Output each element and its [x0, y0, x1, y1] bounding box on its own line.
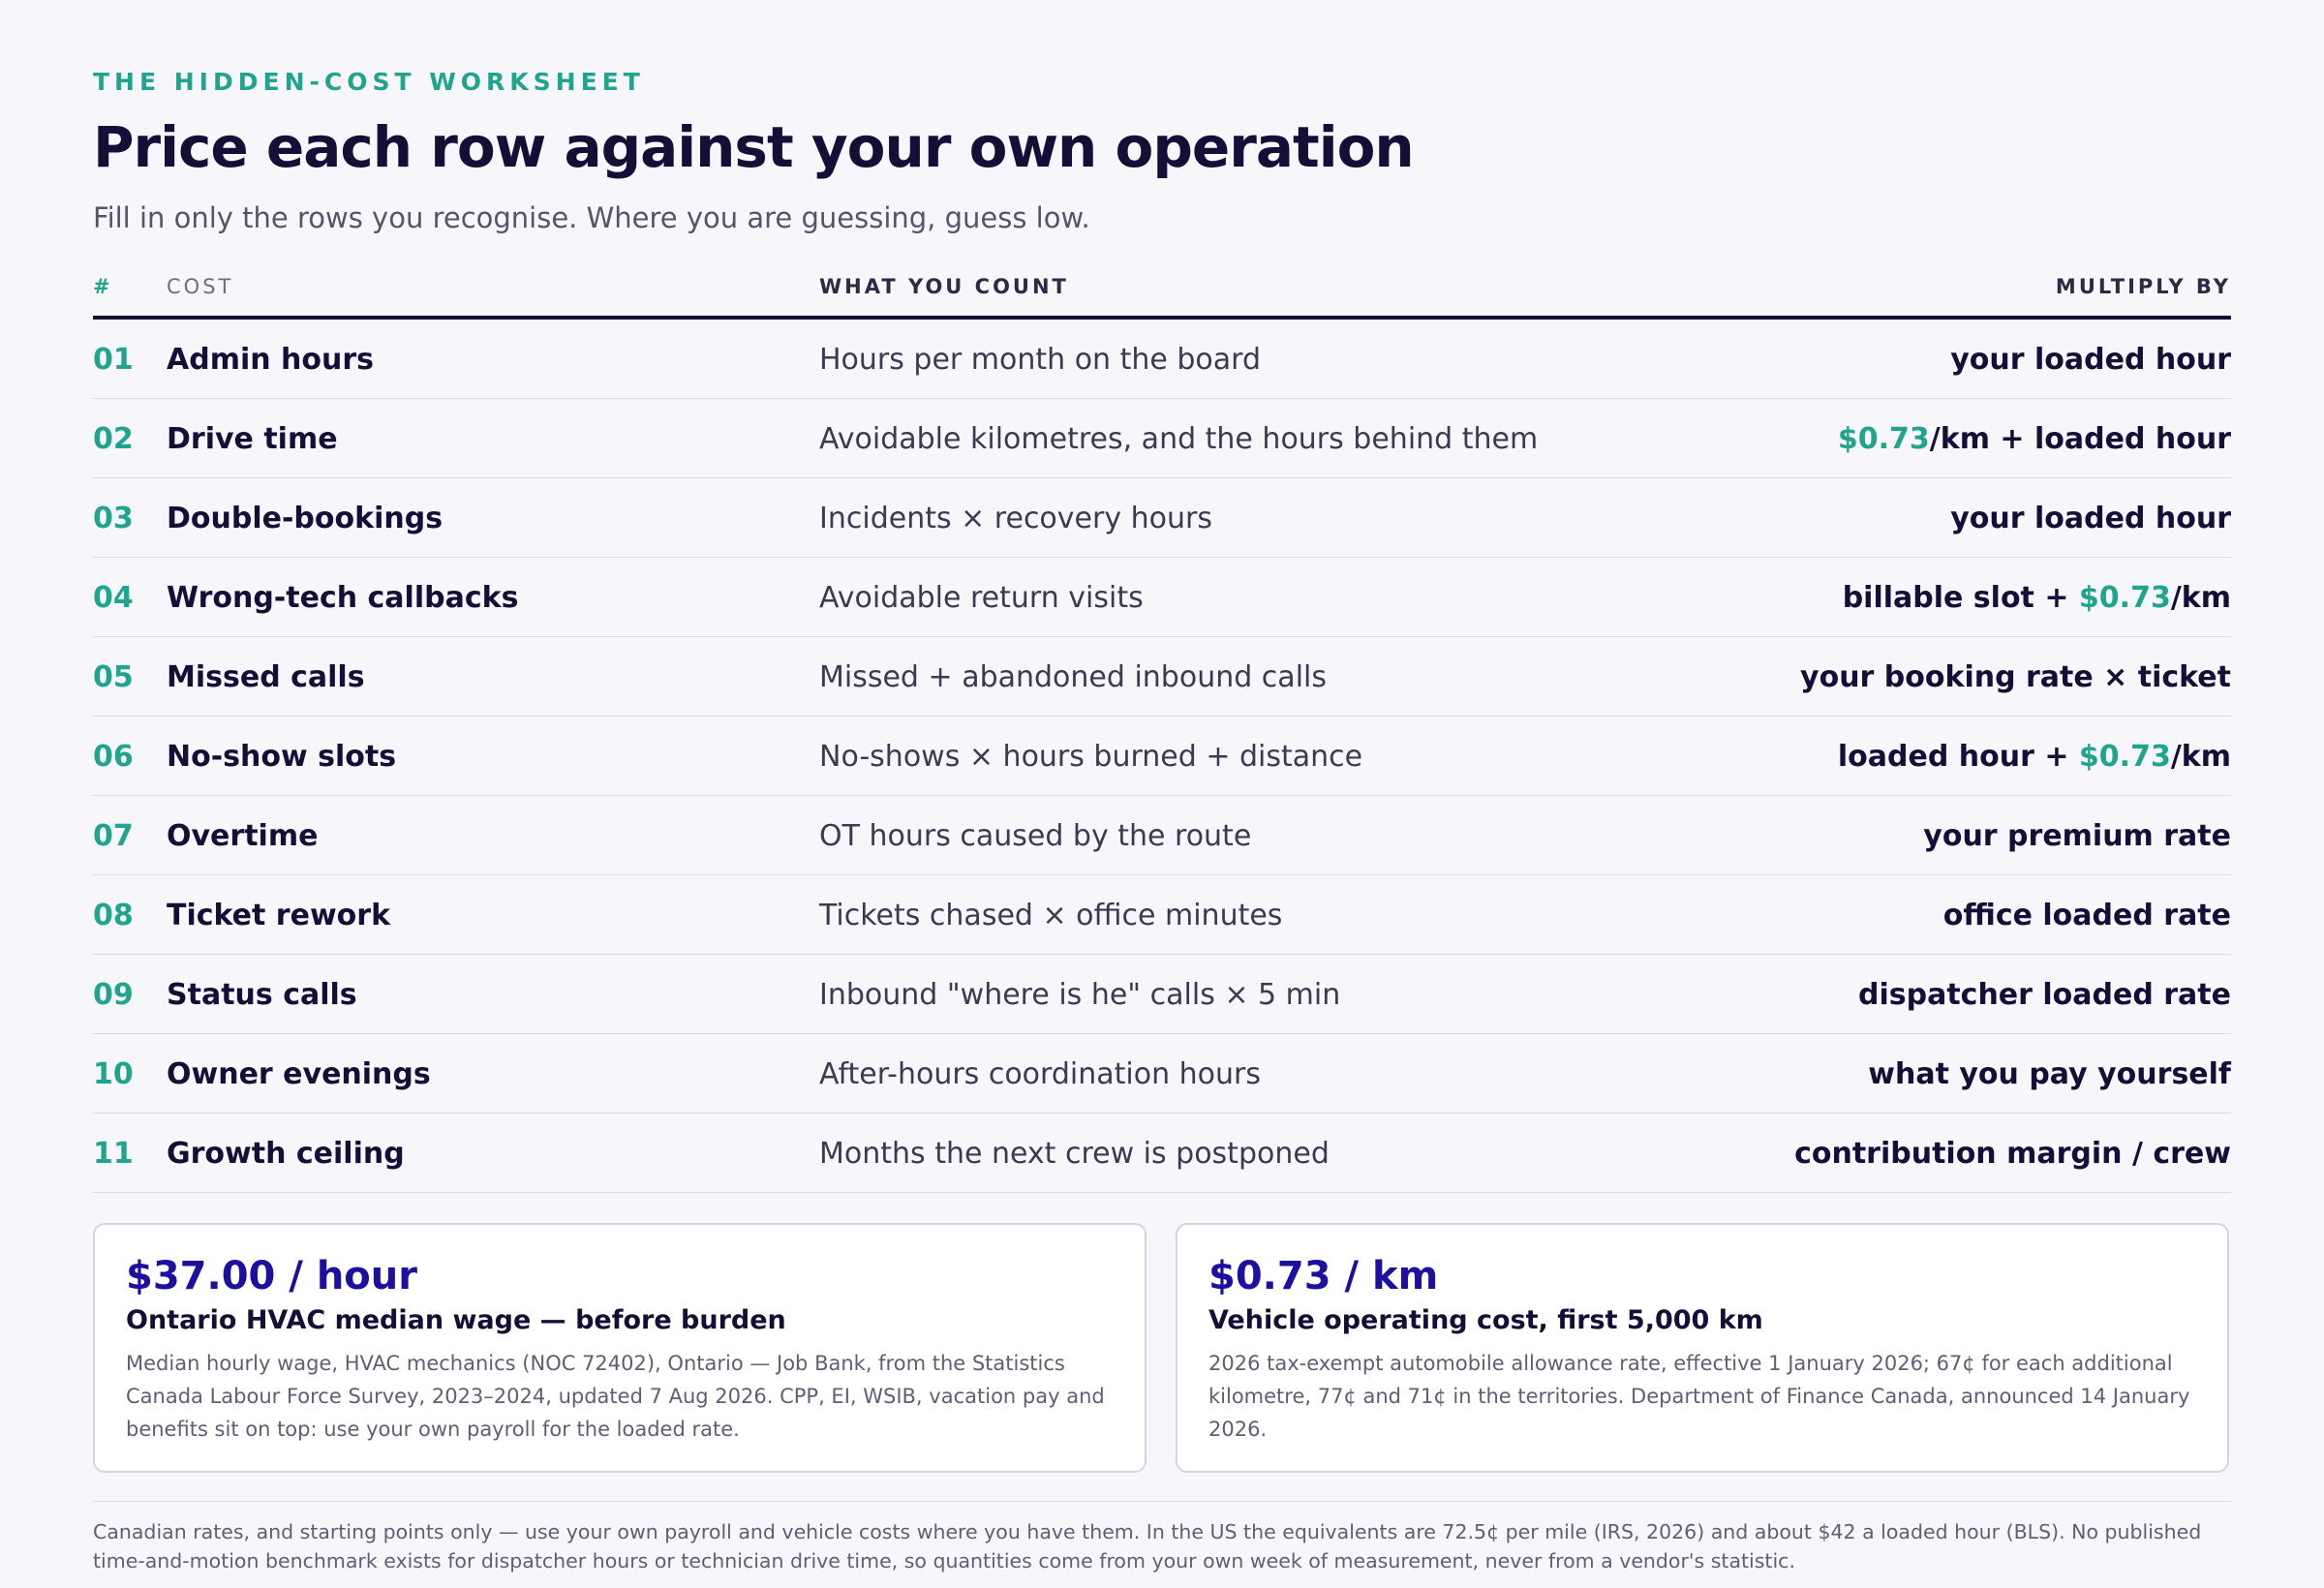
row-multiply-by	[1923, 819, 2231, 853]
multiply-text: office loaded rate	[1942, 899, 2231, 932]
multiply-rate-highlight: $0.73	[2078, 581, 2171, 615]
row-what-you-count: OT hours caused by the route	[819, 819, 1252, 853]
row-what-you-count: Hours per month on the board	[819, 343, 1262, 377]
multiply-text: your loaded hour	[1950, 343, 2231, 377]
row-number: 04	[93, 581, 134, 615]
row-number: 07	[93, 819, 134, 853]
row-number: 10	[93, 1057, 134, 1091]
row-number: 09	[93, 978, 134, 1012]
column-header-what-you-count: WHAT YOU COUNT	[819, 275, 1069, 298]
row-multiply-by	[1838, 740, 2231, 774]
row-what-you-count: No-shows × hours burned + distance	[819, 740, 1363, 774]
row-multiply-by	[1800, 660, 2231, 694]
multiply-text: your booking rate × ticket	[1800, 660, 2231, 694]
row-multiply-by	[1950, 502, 2231, 535]
row-cost-name: Admin hours	[167, 343, 375, 377]
table-row	[93, 399, 2231, 478]
row-number: 03	[93, 502, 134, 535]
column-header-cost: COST	[167, 275, 234, 298]
row-what-you-count: Months the next crew is postponed	[819, 1137, 1330, 1171]
page-subtitle: Fill in only the rows you recognise. Where you are guessing, guess low.	[93, 201, 1090, 234]
row-cost-name: No-show slots	[167, 740, 397, 774]
row-cost-name: Wrong-tech callbacks	[167, 581, 519, 615]
table-body	[93, 320, 2231, 1193]
multiply-rate-highlight: $0.73	[2078, 740, 2171, 774]
multiply-text: loaded hour +	[1837, 740, 2079, 774]
column-header-number: #	[93, 275, 113, 298]
vehicle-card-value: $0.73 / km	[1208, 1254, 1439, 1298]
table-row	[93, 1034, 2231, 1114]
multiply-text: billable slot +	[1842, 581, 2079, 615]
column-header-multiply-by: MULTIPLY BY	[2055, 275, 2231, 298]
table-row	[93, 875, 2231, 955]
multiply-text: dispatcher loaded rate	[1857, 978, 2231, 1012]
multiply-text: your premium rate	[1923, 819, 2231, 853]
wage-card-description: Median hourly wage, HVAC mechanics (NOC 72402), Ontario — Job Bank, from the Statistics Canada Labour Force Survey, 2023–2024, updated 7 Aug 2026. CPP, EI, WSIB, vacation pay and benefits sit on top: use your own payroll for the loaded rate.	[126, 1352, 1105, 1441]
row-number: 05	[93, 660, 134, 694]
footer-note: Canadian rates, and starting points only — use your own payroll and vehicle costs where you have them. In the US the equivalents are 72.5¢ per mile (IRS, 2026) and about $42 a loaded hour (BLS). No published time-and-motion benchmark exists for dispatcher hours or technician drive time, so quantities come from your own week of measurement, never from a vendor's statistic.	[93, 1501, 2231, 1575]
cost-table	[93, 263, 2231, 1193]
row-multiply-by	[1838, 422, 2231, 456]
table-row	[93, 478, 2231, 558]
table-row	[93, 796, 2231, 875]
multiply-text-suffix: /km	[2170, 740, 2231, 774]
table-row	[93, 558, 2231, 637]
table-row	[93, 320, 2231, 399]
wage-card	[93, 1223, 1147, 1473]
row-what-you-count: Inbound "where is he" calls × 5 min	[819, 978, 1341, 1012]
row-multiply-by	[1794, 1137, 2231, 1171]
vehicle-cost-card	[1176, 1223, 2229, 1473]
row-multiply-by	[1950, 343, 2231, 377]
row-multiply-by	[1868, 1057, 2231, 1091]
row-multiply-by	[1943, 899, 2231, 932]
reference-cards	[93, 1223, 2231, 1475]
row-multiply-by	[1843, 581, 2231, 615]
row-number: 11	[93, 1137, 134, 1171]
table-row	[93, 717, 2231, 796]
row-number: 01	[93, 343, 134, 377]
row-cost-name: Overtime	[167, 819, 319, 853]
row-cost-name: Ticket rework	[167, 899, 391, 932]
row-cost-name: Owner evenings	[167, 1057, 431, 1091]
page-title: Price each row against your own operation	[93, 114, 1414, 180]
row-what-you-count: Incidents × recovery hours	[819, 502, 1212, 535]
table-row	[93, 955, 2231, 1034]
vehicle-card-label: Vehicle operating cost, first 5,000 km	[1208, 1305, 1763, 1335]
eyebrow-label: THE HIDDEN-COST WORKSHEET	[93, 68, 645, 96]
multiply-rate-highlight: $0.73	[1837, 422, 1930, 456]
row-number: 02	[93, 422, 134, 456]
table-row	[93, 1114, 2231, 1193]
row-what-you-count: Tickets chased × office minutes	[819, 899, 1283, 932]
row-cost-name: Status calls	[167, 978, 357, 1012]
wage-card-label: Ontario HVAC median wage — before burden	[126, 1305, 786, 1335]
row-multiply-by	[1858, 978, 2231, 1012]
multiply-text: contribution margin / crew	[1794, 1137, 2231, 1171]
multiply-text-suffix: /km + loaded hour	[1929, 422, 2231, 456]
vehicle-card-description: 2026 tax-exempt automobile allowance rate, effective 1 January 2026; 67¢ for each additional kilometre, 77¢ and 71¢ in the territories. Department of Finance Canada, announced 14 January 2026.	[1208, 1352, 2190, 1441]
multiply-text-suffix: /km	[2170, 581, 2231, 615]
row-what-you-count: Avoidable return visits	[819, 581, 1144, 615]
row-what-you-count: Avoidable kilometres, and the hours behind them	[819, 422, 1539, 456]
wage-card-value: $37.00 / hour	[126, 1254, 417, 1298]
row-number: 08	[93, 899, 134, 932]
row-cost-name: Double-bookings	[167, 502, 443, 535]
row-cost-name: Drive time	[167, 422, 338, 456]
row-cost-name: Missed calls	[167, 660, 365, 694]
row-what-you-count: After-hours coordination hours	[819, 1057, 1261, 1091]
table-row	[93, 637, 2231, 717]
multiply-text: what you pay yourself	[1868, 1057, 2231, 1091]
row-cost-name: Growth ceiling	[167, 1137, 405, 1171]
multiply-text: your loaded hour	[1950, 502, 2231, 535]
table-header	[93, 263, 2231, 320]
row-what-you-count: Missed + abandoned inbound calls	[819, 660, 1327, 694]
row-number: 06	[93, 740, 134, 774]
